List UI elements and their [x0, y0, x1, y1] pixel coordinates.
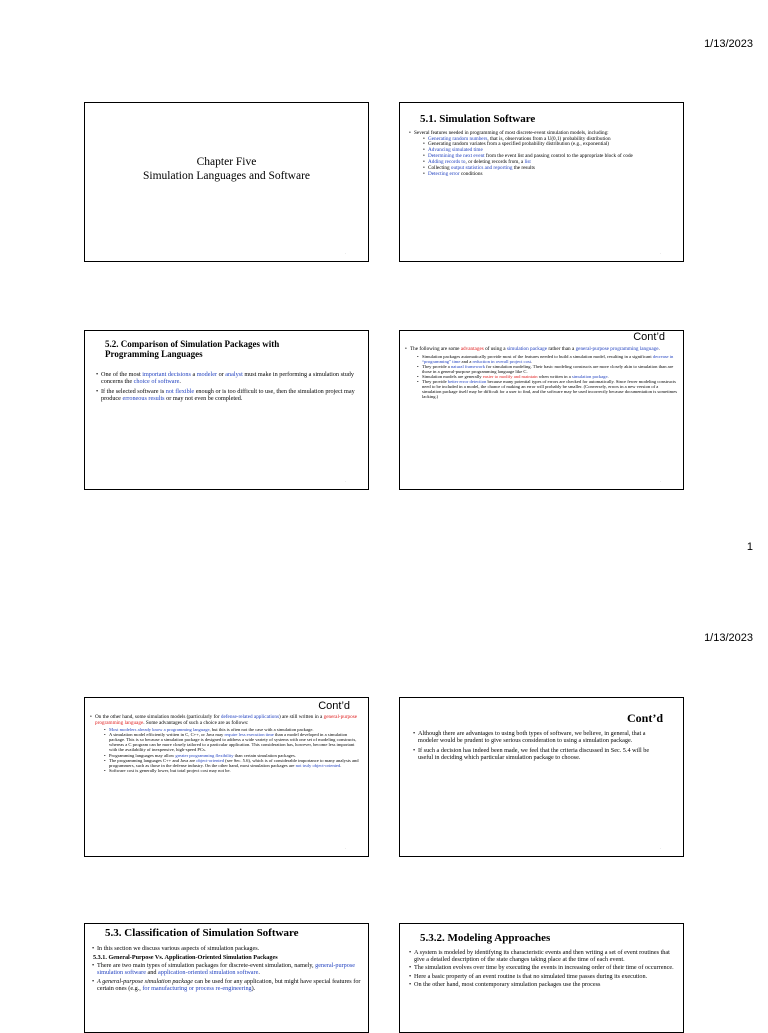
- contd-label: Cont’d: [318, 700, 350, 712]
- slide-chapter-title: Chapter Five Simulation Languages and Software ·: [84, 102, 369, 262]
- slide-title: 5.3. Classification of Simulation Software: [105, 927, 299, 939]
- page-number: 1: [746, 541, 753, 553]
- slide-recommendation: Cont’d • Although there are advantages to using both types of software, we believe, in general, that a modeler would be prudent to give serious consideration to using a simulation package. • If such a decision has indeed been made, we feel that the criteria discussed in Sec. 5.4 will be useful in deciding which particular simulation package to choose. ·: [399, 697, 684, 857]
- page-date: 1/13/2023: [704, 38, 753, 50]
- chapter-title: Simulation Languages and Software: [142, 170, 311, 182]
- slide-title: 5.3.2. Modeling Approaches: [420, 932, 551, 944]
- page-date: 1/13/2023: [704, 632, 753, 644]
- slide-programming-language-advantages: Cont’d • On the other hand, some simulation models (particularly for defense-related applications) are still written in a general-purpose programming language. Some advantages of such a choice are as follows: • Most modelers already know a programming language, but this is often not the case with a simulation package. • A simulation model efficiently written in C, C++, or Java may require less execution time than a model developed in a simulation package. This is so because a simulation package is designed to address a wide variety of systems with one set of modeling constructs, whereas a C program can be more closely tailored to a particular application. This consideration has, however, become less important with the availability of inexpensive, high-speed PCs. • Programming languages may allow greater programming flexibility than certain simulation packages. • The programming languages C++ and Java are object-oriented (see Sec. 5.6), which is of considerable importance to many analysts and programmers, such as those in the defense industry. On the other hand, most simulation packages are not truly object-oriented. • Software cost is generally lower, but total project cost may not be. ·: [84, 697, 369, 857]
- slide-comparison: 5.2. Comparison of Simulation Packages with Programming Languages • One of the most important decisions a modeler or analyst must make in performing a simulation study concerns the choice of software. • If the selected software is not flexible enough or is too difficult to use, then the simulation project may produce erroneous results or may not even be completed. ·: [84, 330, 369, 490]
- contd-label: Cont’d: [633, 331, 665, 343]
- slide-modeling-approaches: 5.3.2. Modeling Approaches • A system is modeled by identifying its characteristic events and then writing a set of event routines that give a detailed description of the state changes taking place at the time of each event. • The simulation evolves over time by executing the events in increasing order of their time of occurrence. • Here a basic property of an event routine is that no simulated time passes during its execution. • On the other hand, most contemporary simulation packages use the process: [399, 923, 684, 1033]
- contd-label: Cont’d: [626, 711, 663, 725]
- subsection-title: 5.3.1. General-Purpose Vs. Application-Oriented Simulation Packages: [93, 953, 278, 961]
- slide-title: 5.1. Simulation Software: [420, 113, 536, 125]
- slide-title: 5.2. Comparison of Simulation Packages with Programming Languages: [105, 339, 280, 359]
- slide-classification: 5.3. Classification of Simulation Software • In this section we discuss various aspects of simulation packages. 5.3.1. General-Purpose Vs. Application-Oriented Simulation Packages • There are two main types of simulation packages for discrete-event simulation, namely, general-purpose simulation software and application-oriented simulation software. • A general-purpose simulation package can be used for any application, but might have special features for certain ones (e.g., for manufacturing or process re-engineering).: [84, 923, 369, 1033]
- chapter-number: Chapter Five: [196, 156, 257, 168]
- slide-simulation-software: 5.1. Simulation Software • Several features needed in programming of most discrete-event simulation models, including: • Generating random numbers, that is, observations from a U(0,1) probability distribution • Generating random variates from a specified probability distribution (e.g., exponential) • Advancing simulated time • Determining the next event from the event list and passing control to the appropriate block of code • Adding records to, or deleting records from, a list • Collecting output statistics and reporting the results • Detecting error conditions ·: [399, 102, 684, 262]
- slide-intro: Several features needed in programming of most discrete-event simulation models, including:: [414, 130, 609, 136]
- slide-package-advantages: Cont’d • The following are some advantages of using a simulation package rather than a general-purpose programming language. • Simulation packages automatically provide most of the features needed to build a simulation model, resulting in a significant decrease in “programming” time and a reduction in overall project cost. • They provide a natural framework for simulation modeling. Their basic modeling constructs are more closely akin to simulation than are those in a general-purpose programming language like C. • Simulation models are generally easier to modify and maintain when written in a simulation package. • They provide better error detection because many potential types of errors are checked for automatically. Since fewer modeling constructs need to be included in a model, the chance of making an error will probably be smaller. (Conversely, errors in a new version of a simulation package itself may be difficult for a user to find, and the software may be used incorrectly because documentation is sometimes lacking.) ·: [399, 330, 684, 490]
